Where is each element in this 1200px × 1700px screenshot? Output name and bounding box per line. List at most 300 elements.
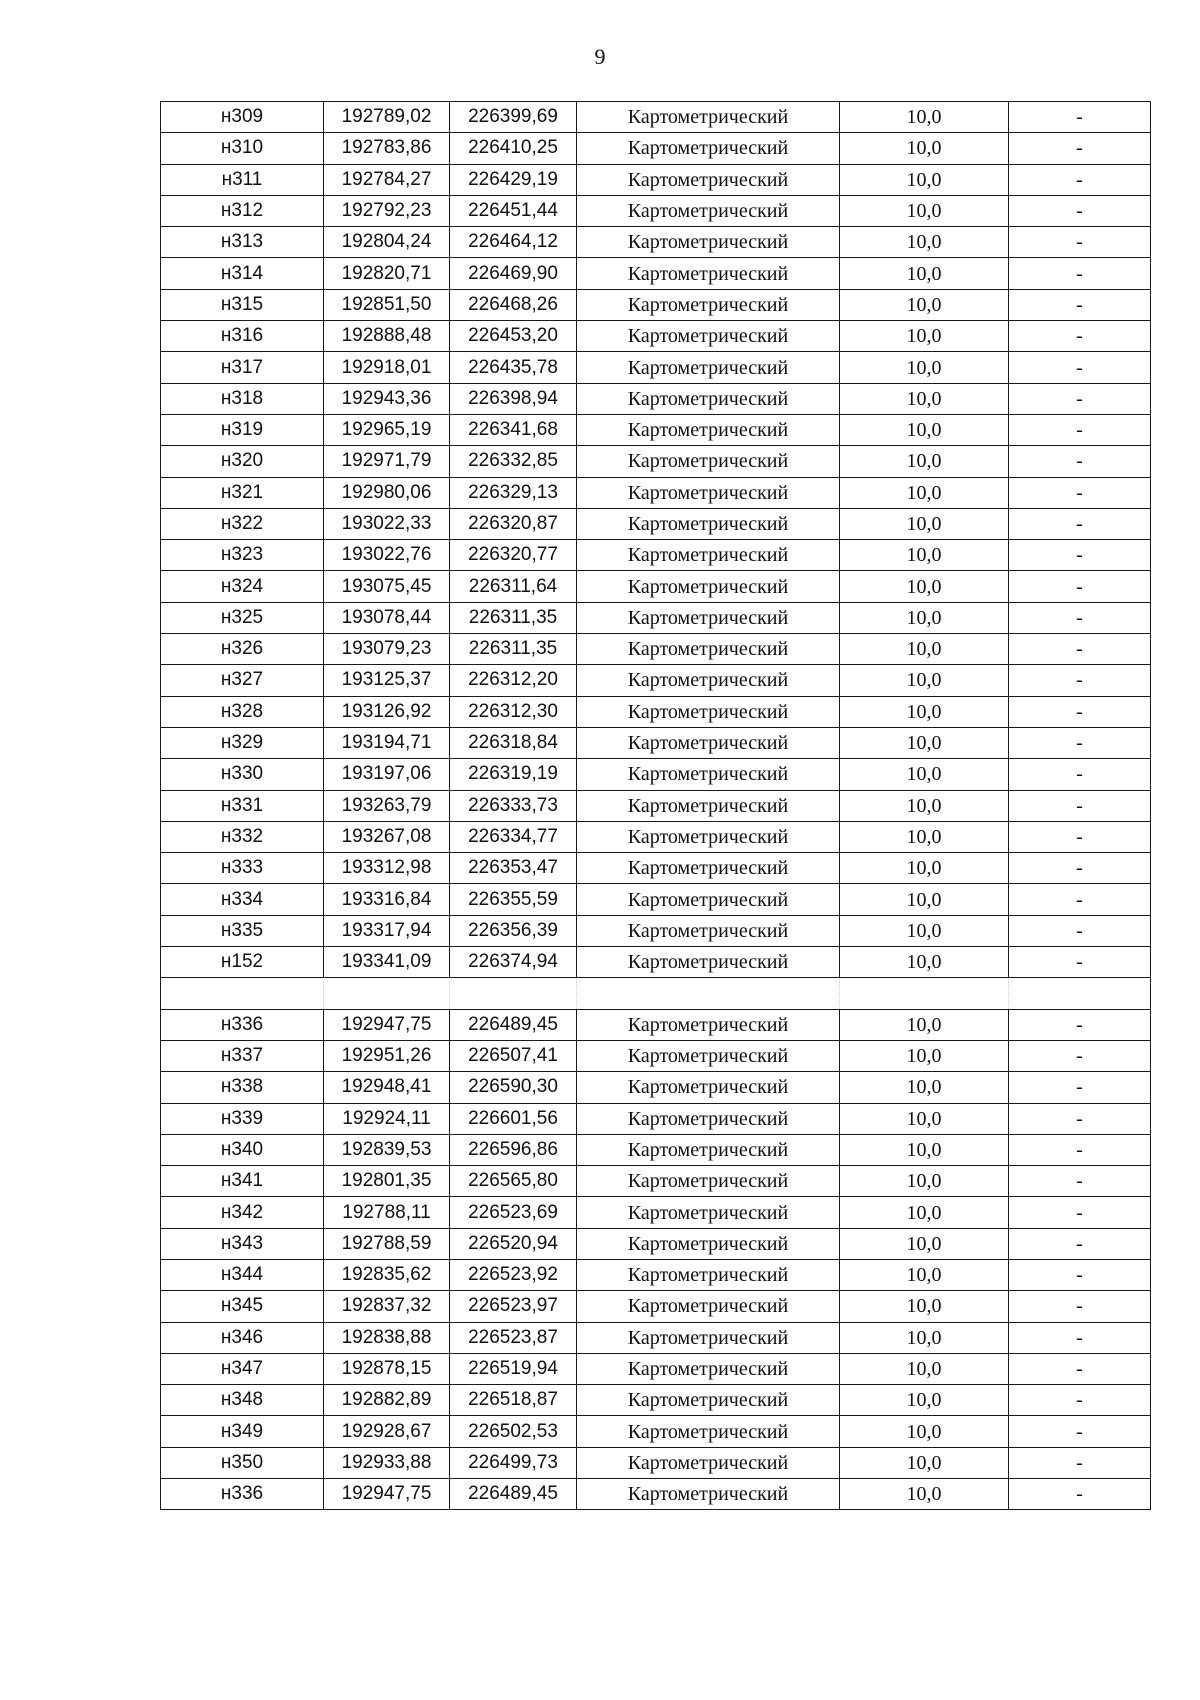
- accuracy-cell: 10,0: [840, 289, 1009, 320]
- note-cell: -: [1009, 258, 1151, 289]
- point-number-cell: н320: [161, 446, 324, 477]
- point-number-cell: н344: [161, 1259, 324, 1290]
- point-number-cell: н342: [161, 1197, 324, 1228]
- point-number-cell: н336: [161, 1479, 324, 1510]
- method-cell: Картометрический: [577, 477, 840, 508]
- method-cell: Картометрический: [577, 258, 840, 289]
- method-cell: Картометрический: [577, 790, 840, 821]
- method-cell: Картометрический: [577, 947, 840, 978]
- method-cell: Картометрический: [577, 102, 840, 133]
- note-cell: -: [1009, 1416, 1151, 1447]
- x-coordinate-cell: 192789,02: [324, 102, 450, 133]
- accuracy-cell: 10,0: [840, 571, 1009, 602]
- point-number-cell: н343: [161, 1228, 324, 1259]
- method-cell: Картометрический: [577, 1072, 840, 1103]
- point-number-cell: н349: [161, 1416, 324, 1447]
- note-cell: -: [1009, 790, 1151, 821]
- note-cell: -: [1009, 508, 1151, 539]
- note-cell: -: [1009, 1322, 1151, 1353]
- point-number-cell: н346: [161, 1322, 324, 1353]
- x-coordinate-cell: 192792,23: [324, 195, 450, 226]
- separator-cell: [1009, 978, 1151, 1009]
- point-number-cell: н329: [161, 727, 324, 758]
- note-cell: -: [1009, 1197, 1151, 1228]
- accuracy-cell: 10,0: [840, 821, 1009, 852]
- point-number-cell: н316: [161, 321, 324, 352]
- x-coordinate-cell: 192801,35: [324, 1166, 450, 1197]
- point-number-cell: н341: [161, 1166, 324, 1197]
- note-cell: -: [1009, 477, 1151, 508]
- y-coordinate-cell: 226341,68: [450, 414, 577, 445]
- point-number-cell: н327: [161, 665, 324, 696]
- separator-cell: [161, 978, 324, 1009]
- y-coordinate-cell: 226469,90: [450, 258, 577, 289]
- y-coordinate-cell: 226507,41: [450, 1040, 577, 1071]
- table-row: [161, 759, 1151, 790]
- y-coordinate-cell: 226311,64: [450, 571, 577, 602]
- note-cell: -: [1009, 1134, 1151, 1165]
- method-cell: Картометрический: [577, 1009, 840, 1040]
- accuracy-cell: 10,0: [840, 634, 1009, 665]
- method-cell: Картометрический: [577, 821, 840, 852]
- method-cell: Картометрический: [577, 1134, 840, 1165]
- point-number-cell: н323: [161, 540, 324, 571]
- note-cell: -: [1009, 352, 1151, 383]
- point-number-cell: н347: [161, 1353, 324, 1384]
- y-coordinate-cell: 226429,19: [450, 164, 577, 195]
- x-coordinate-cell: 192851,50: [324, 289, 450, 320]
- note-cell: -: [1009, 383, 1151, 414]
- x-coordinate-cell: 192820,71: [324, 258, 450, 289]
- table-row: [161, 602, 1151, 633]
- note-cell: -: [1009, 540, 1151, 571]
- table-row: [161, 571, 1151, 602]
- table-row: [161, 540, 1151, 571]
- separator-cell: [324, 978, 450, 1009]
- note-cell: -: [1009, 696, 1151, 727]
- table-row: [161, 1385, 1151, 1416]
- x-coordinate-cell: 192835,62: [324, 1259, 450, 1290]
- table-row: [161, 1291, 1151, 1322]
- method-cell: Картометрический: [577, 289, 840, 320]
- y-coordinate-cell: 226489,45: [450, 1009, 577, 1040]
- accuracy-cell: 10,0: [840, 1166, 1009, 1197]
- table-row: [161, 1416, 1151, 1447]
- note-cell: -: [1009, 821, 1151, 852]
- method-cell: Картометрический: [577, 915, 840, 946]
- note-cell: -: [1009, 727, 1151, 758]
- accuracy-cell: 10,0: [840, 446, 1009, 477]
- point-number-cell: н339: [161, 1103, 324, 1134]
- accuracy-cell: 10,0: [840, 1072, 1009, 1103]
- table-row: [161, 1009, 1151, 1040]
- accuracy-cell: 10,0: [840, 227, 1009, 258]
- note-cell: -: [1009, 1166, 1151, 1197]
- y-coordinate-cell: 226353,47: [450, 853, 577, 884]
- x-coordinate-cell: 192783,86: [324, 133, 450, 164]
- accuracy-cell: 10,0: [840, 195, 1009, 226]
- accuracy-cell: 10,0: [840, 414, 1009, 445]
- table-row: [161, 947, 1151, 978]
- y-coordinate-cell: 226523,69: [450, 1197, 577, 1228]
- table-row: [161, 1228, 1151, 1259]
- table-row: [161, 1134, 1151, 1165]
- point-number-cell: н345: [161, 1291, 324, 1322]
- x-coordinate-cell: 192980,06: [324, 477, 450, 508]
- note-cell: -: [1009, 1009, 1151, 1040]
- table-row: [161, 164, 1151, 195]
- y-coordinate-cell: 226435,78: [450, 352, 577, 383]
- y-coordinate-cell: 226565,80: [450, 1166, 577, 1197]
- note-cell: -: [1009, 884, 1151, 915]
- table-row: [161, 634, 1151, 665]
- y-coordinate-cell: 226356,39: [450, 915, 577, 946]
- y-coordinate-cell: 226520,94: [450, 1228, 577, 1259]
- table-row: [161, 102, 1151, 133]
- x-coordinate-cell: 192882,89: [324, 1385, 450, 1416]
- x-coordinate-cell: 192924,11: [324, 1103, 450, 1134]
- accuracy-cell: 10,0: [840, 1322, 1009, 1353]
- table-row: [161, 1072, 1151, 1103]
- coordinates-table: [160, 101, 1151, 1510]
- method-cell: Картометрический: [577, 1259, 840, 1290]
- accuracy-cell: 10,0: [840, 508, 1009, 539]
- note-cell: -: [1009, 1040, 1151, 1071]
- y-coordinate-cell: 226453,20: [450, 321, 577, 352]
- method-cell: Картометрический: [577, 164, 840, 195]
- y-coordinate-cell: 226333,73: [450, 790, 577, 821]
- y-coordinate-cell: 226319,19: [450, 759, 577, 790]
- y-coordinate-cell: 226451,44: [450, 195, 577, 226]
- point-number-cell: н318: [161, 383, 324, 414]
- accuracy-cell: 10,0: [840, 1479, 1009, 1510]
- y-coordinate-cell: 226596,86: [450, 1134, 577, 1165]
- y-coordinate-cell: 226334,77: [450, 821, 577, 852]
- point-number-cell: н324: [161, 571, 324, 602]
- x-coordinate-cell: 192788,59: [324, 1228, 450, 1259]
- table-row: [161, 258, 1151, 289]
- note-cell: -: [1009, 321, 1151, 352]
- table-row: [161, 727, 1151, 758]
- accuracy-cell: 10,0: [840, 383, 1009, 414]
- x-coordinate-cell: 193197,06: [324, 759, 450, 790]
- method-cell: Картометрический: [577, 1166, 840, 1197]
- accuracy-cell: 10,0: [840, 1134, 1009, 1165]
- accuracy-cell: 10,0: [840, 947, 1009, 978]
- note-cell: -: [1009, 1103, 1151, 1134]
- x-coordinate-cell: 193079,23: [324, 634, 450, 665]
- note-cell: -: [1009, 1291, 1151, 1322]
- x-coordinate-cell: 192951,26: [324, 1040, 450, 1071]
- x-coordinate-cell: 192928,67: [324, 1416, 450, 1447]
- y-coordinate-cell: 226320,87: [450, 508, 577, 539]
- note-cell: -: [1009, 1072, 1151, 1103]
- note-cell: -: [1009, 164, 1151, 195]
- table-row: [161, 884, 1151, 915]
- table-row: [161, 352, 1151, 383]
- x-coordinate-cell: 192839,53: [324, 1134, 450, 1165]
- accuracy-cell: 10,0: [840, 1416, 1009, 1447]
- x-coordinate-cell: 192943,36: [324, 383, 450, 414]
- method-cell: Картометрический: [577, 352, 840, 383]
- method-cell: Картометрический: [577, 1479, 840, 1510]
- x-coordinate-cell: 192837,32: [324, 1291, 450, 1322]
- y-coordinate-cell: 226502,53: [450, 1416, 577, 1447]
- point-number-cell: н348: [161, 1385, 324, 1416]
- y-coordinate-cell: 226518,87: [450, 1385, 577, 1416]
- method-cell: Картометрический: [577, 1228, 840, 1259]
- accuracy-cell: 10,0: [840, 759, 1009, 790]
- y-coordinate-cell: 226329,13: [450, 477, 577, 508]
- note-cell: -: [1009, 915, 1151, 946]
- method-cell: Картометрический: [577, 884, 840, 915]
- note-cell: -: [1009, 602, 1151, 633]
- method-cell: Картометрический: [577, 195, 840, 226]
- note-cell: -: [1009, 446, 1151, 477]
- table-row: [161, 1103, 1151, 1134]
- accuracy-cell: 10,0: [840, 696, 1009, 727]
- table-row: [161, 1259, 1151, 1290]
- method-cell: Картометрический: [577, 634, 840, 665]
- separator-cell: [450, 978, 577, 1009]
- accuracy-cell: 10,0: [840, 102, 1009, 133]
- point-number-cell: н330: [161, 759, 324, 790]
- table-row: [161, 790, 1151, 821]
- accuracy-cell: 10,0: [840, 1103, 1009, 1134]
- point-number-cell: н312: [161, 195, 324, 226]
- separator-cell: [577, 978, 840, 1009]
- method-cell: Картометрический: [577, 227, 840, 258]
- method-cell: Картометрический: [577, 853, 840, 884]
- y-coordinate-cell: 226523,92: [450, 1259, 577, 1290]
- method-cell: Картометрический: [577, 1385, 840, 1416]
- point-number-cell: н333: [161, 853, 324, 884]
- table-row: [161, 1353, 1151, 1384]
- note-cell: -: [1009, 759, 1151, 790]
- y-coordinate-cell: 226312,20: [450, 665, 577, 696]
- table-row: [161, 1322, 1151, 1353]
- table-row: [161, 1166, 1151, 1197]
- table-row: [161, 1447, 1151, 1478]
- method-cell: Картометрический: [577, 602, 840, 633]
- accuracy-cell: 10,0: [840, 1040, 1009, 1071]
- x-coordinate-cell: 193022,76: [324, 540, 450, 571]
- point-number-cell: н321: [161, 477, 324, 508]
- note-cell: -: [1009, 133, 1151, 164]
- accuracy-cell: 10,0: [840, 1259, 1009, 1290]
- accuracy-cell: 10,0: [840, 915, 1009, 946]
- accuracy-cell: 10,0: [840, 1228, 1009, 1259]
- table-row: [161, 1197, 1151, 1228]
- x-coordinate-cell: 192784,27: [324, 164, 450, 195]
- point-number-cell: н335: [161, 915, 324, 946]
- note-cell: -: [1009, 289, 1151, 320]
- method-cell: Картометрический: [577, 1447, 840, 1478]
- y-coordinate-cell: 226464,12: [450, 227, 577, 258]
- accuracy-cell: 10,0: [840, 133, 1009, 164]
- note-cell: -: [1009, 665, 1151, 696]
- point-number-cell: н315: [161, 289, 324, 320]
- accuracy-cell: 10,0: [840, 602, 1009, 633]
- block-separator-row: [161, 978, 1151, 1009]
- accuracy-cell: 10,0: [840, 352, 1009, 383]
- note-cell: -: [1009, 1259, 1151, 1290]
- y-coordinate-cell: 226311,35: [450, 634, 577, 665]
- y-coordinate-cell: 226523,97: [450, 1291, 577, 1322]
- point-number-cell: н310: [161, 133, 324, 164]
- x-coordinate-cell: 193194,71: [324, 727, 450, 758]
- accuracy-cell: 10,0: [840, 884, 1009, 915]
- y-coordinate-cell: 226523,87: [450, 1322, 577, 1353]
- method-cell: Картометрический: [577, 1040, 840, 1071]
- accuracy-cell: 10,0: [840, 477, 1009, 508]
- x-coordinate-cell: 193125,37: [324, 665, 450, 696]
- x-coordinate-cell: 193078,44: [324, 602, 450, 633]
- method-cell: Картометрический: [577, 759, 840, 790]
- x-coordinate-cell: 193312,98: [324, 853, 450, 884]
- accuracy-cell: 10,0: [840, 164, 1009, 195]
- x-coordinate-cell: 193022,33: [324, 508, 450, 539]
- point-number-cell: н309: [161, 102, 324, 133]
- x-coordinate-cell: 192965,19: [324, 414, 450, 445]
- x-coordinate-cell: 192878,15: [324, 1353, 450, 1384]
- point-number-cell: н328: [161, 696, 324, 727]
- coordinates-table-body: [161, 102, 1151, 1510]
- table-row: [161, 321, 1151, 352]
- y-coordinate-cell: 226320,77: [450, 540, 577, 571]
- x-coordinate-cell: 192918,01: [324, 352, 450, 383]
- table-row: [161, 665, 1151, 696]
- x-coordinate-cell: 193263,79: [324, 790, 450, 821]
- method-cell: Картометрический: [577, 383, 840, 414]
- point-number-cell: н326: [161, 634, 324, 665]
- x-coordinate-cell: 193317,94: [324, 915, 450, 946]
- accuracy-cell: 10,0: [840, 1009, 1009, 1040]
- x-coordinate-cell: 193316,84: [324, 884, 450, 915]
- y-coordinate-cell: 226590,30: [450, 1072, 577, 1103]
- method-cell: Картометрический: [577, 508, 840, 539]
- point-number-cell: н322: [161, 508, 324, 539]
- x-coordinate-cell: 193126,92: [324, 696, 450, 727]
- point-number-cell: н314: [161, 258, 324, 289]
- method-cell: Картометрический: [577, 446, 840, 477]
- note-cell: -: [1009, 947, 1151, 978]
- note-cell: -: [1009, 1479, 1151, 1510]
- note-cell: -: [1009, 102, 1151, 133]
- x-coordinate-cell: 192947,75: [324, 1479, 450, 1510]
- point-number-cell: н152: [161, 947, 324, 978]
- accuracy-cell: 10,0: [840, 853, 1009, 884]
- note-cell: -: [1009, 1447, 1151, 1478]
- point-number-cell: н350: [161, 1447, 324, 1478]
- method-cell: Картометрический: [577, 1197, 840, 1228]
- accuracy-cell: 10,0: [840, 790, 1009, 821]
- y-coordinate-cell: 226374,94: [450, 947, 577, 978]
- method-cell: Картометрический: [577, 540, 840, 571]
- point-number-cell: н340: [161, 1134, 324, 1165]
- note-cell: -: [1009, 227, 1151, 258]
- y-coordinate-cell: 226468,26: [450, 289, 577, 320]
- method-cell: Картометрический: [577, 1322, 840, 1353]
- y-coordinate-cell: 226318,84: [450, 727, 577, 758]
- accuracy-cell: 10,0: [840, 321, 1009, 352]
- separator-cell: [840, 978, 1009, 1009]
- y-coordinate-cell: 226519,94: [450, 1353, 577, 1384]
- note-cell: -: [1009, 1353, 1151, 1384]
- point-number-cell: н336: [161, 1009, 324, 1040]
- accuracy-cell: 10,0: [840, 1385, 1009, 1416]
- method-cell: Картометрический: [577, 571, 840, 602]
- table-row: [161, 915, 1151, 946]
- point-number-cell: н319: [161, 414, 324, 445]
- method-cell: Картометрический: [577, 1103, 840, 1134]
- x-coordinate-cell: 192971,79: [324, 446, 450, 477]
- point-number-cell: н311: [161, 164, 324, 195]
- table-row: [161, 383, 1151, 414]
- table-row: [161, 696, 1151, 727]
- y-coordinate-cell: 226399,69: [450, 102, 577, 133]
- table-row: [161, 289, 1151, 320]
- table-row: [161, 1479, 1151, 1510]
- y-coordinate-cell: 226489,45: [450, 1479, 577, 1510]
- note-cell: -: [1009, 195, 1151, 226]
- method-cell: Картометрический: [577, 1416, 840, 1447]
- x-coordinate-cell: 193341,09: [324, 947, 450, 978]
- x-coordinate-cell: 193267,08: [324, 821, 450, 852]
- accuracy-cell: 10,0: [840, 665, 1009, 696]
- y-coordinate-cell: 226398,94: [450, 383, 577, 414]
- note-cell: -: [1009, 853, 1151, 884]
- table-row: [161, 1040, 1151, 1071]
- accuracy-cell: 10,0: [840, 540, 1009, 571]
- table-row: [161, 227, 1151, 258]
- page-number: 9: [594, 44, 606, 69]
- point-number-cell: н325: [161, 602, 324, 633]
- note-cell: -: [1009, 634, 1151, 665]
- y-coordinate-cell: 226312,30: [450, 696, 577, 727]
- point-number-cell: н331: [161, 790, 324, 821]
- point-number-cell: н313: [161, 227, 324, 258]
- accuracy-cell: 10,0: [840, 258, 1009, 289]
- x-coordinate-cell: 192788,11: [324, 1197, 450, 1228]
- note-cell: -: [1009, 1228, 1151, 1259]
- x-coordinate-cell: 193075,45: [324, 571, 450, 602]
- method-cell: Картометрический: [577, 1353, 840, 1384]
- y-coordinate-cell: 226601,56: [450, 1103, 577, 1134]
- point-number-cell: н334: [161, 884, 324, 915]
- note-cell: -: [1009, 1385, 1151, 1416]
- note-cell: -: [1009, 414, 1151, 445]
- table-row: [161, 853, 1151, 884]
- method-cell: Картометрический: [577, 321, 840, 352]
- method-cell: Картометрический: [577, 133, 840, 164]
- method-cell: Картометрический: [577, 414, 840, 445]
- table-row: [161, 133, 1151, 164]
- x-coordinate-cell: 192947,75: [324, 1009, 450, 1040]
- accuracy-cell: 10,0: [840, 727, 1009, 758]
- x-coordinate-cell: 192804,24: [324, 227, 450, 258]
- x-coordinate-cell: 192888,48: [324, 321, 450, 352]
- point-number-cell: н317: [161, 352, 324, 383]
- x-coordinate-cell: 192838,88: [324, 1322, 450, 1353]
- accuracy-cell: 10,0: [840, 1353, 1009, 1384]
- table-row: [161, 446, 1151, 477]
- x-coordinate-cell: 192948,41: [324, 1072, 450, 1103]
- y-coordinate-cell: 226410,25: [450, 133, 577, 164]
- x-coordinate-cell: 192933,88: [324, 1447, 450, 1478]
- accuracy-cell: 10,0: [840, 1197, 1009, 1228]
- table-row: [161, 508, 1151, 539]
